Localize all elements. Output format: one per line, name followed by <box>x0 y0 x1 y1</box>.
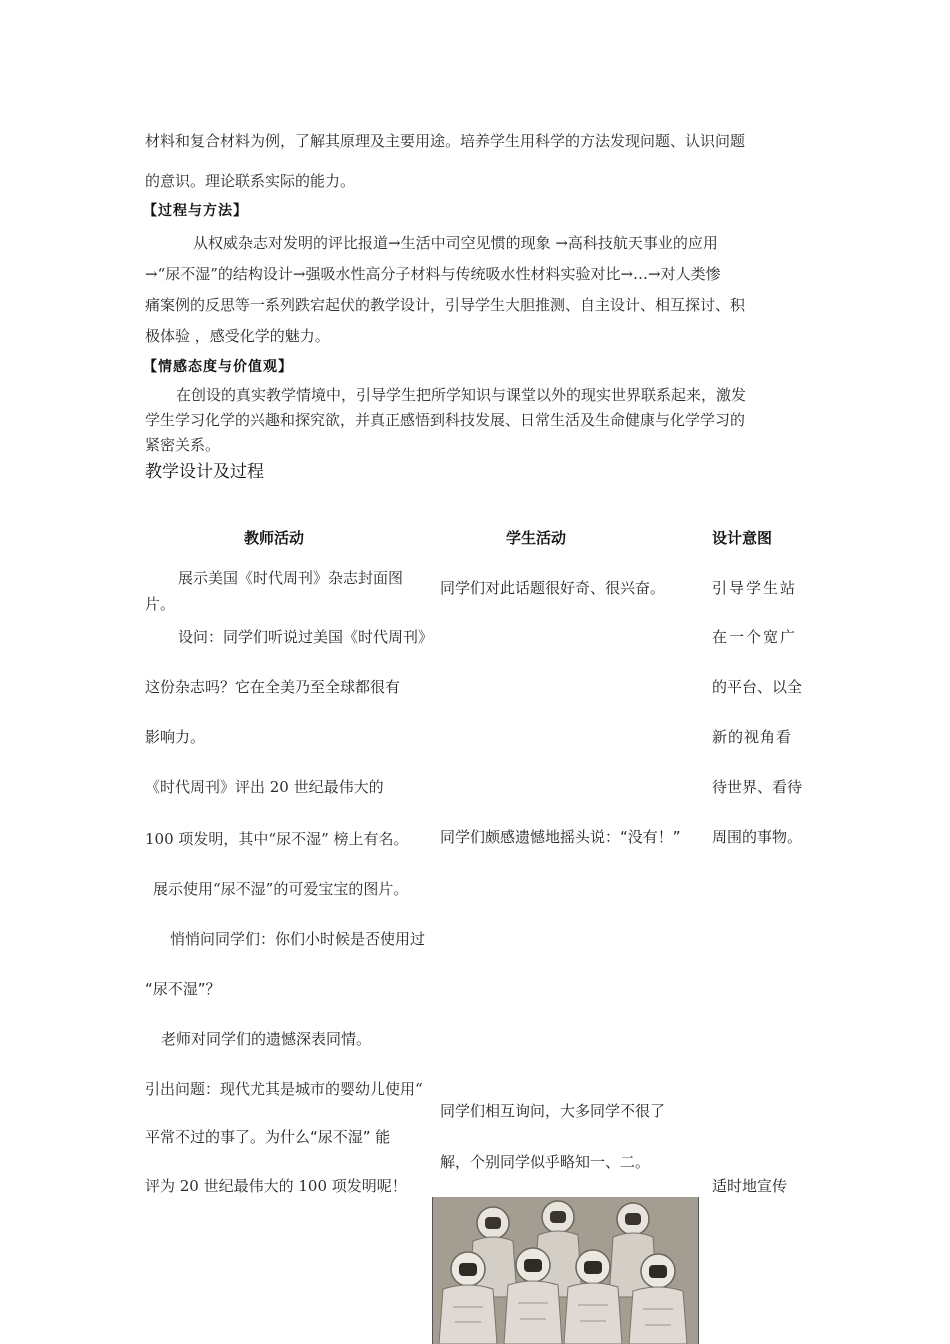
teacher-activity-line: 引出问题：现代尤其是城市的婴幼儿使用“ <box>145 1080 423 1098</box>
teacher-activity-line: 评为 20 世纪最伟大的 100 项发明呢！ <box>145 1177 407 1195</box>
student-activity-line: 解，个别同学似乎略知一、二。 <box>440 1153 651 1171</box>
student-activity-line: 同学们对此话题很好奇、很兴奋。 <box>440 579 666 597</box>
objective-text-line: 材料和复合材料为例，了解其原理及主要用途。培养学生用科学的方法发现问题、认识问题 <box>145 132 746 150</box>
emotion-values-heading: 【情感态度与价值观】 <box>143 359 293 375</box>
emotion-values-line: 紧密关系。 <box>145 436 221 454</box>
teacher-activity-line: 这份杂志吗？它在全美乃至全球都很有 <box>145 678 401 696</box>
astronauts-photo <box>432 1197 699 1344</box>
teacher-activity-line: 平常不过的事了。为什么“尿不湿” 能 <box>145 1128 391 1146</box>
teacher-activity-line: 影响力。 <box>145 728 206 746</box>
section-title: 教学设计及过程 <box>145 462 264 482</box>
design-intent-line: 的平台、以全 <box>712 678 803 696</box>
teacher-activity-line: 老师对同学们的遗憾深表同情。 <box>161 1030 372 1048</box>
student-activity-line: 同学们颇感遗憾地摇头说：“没有！” <box>440 828 681 846</box>
teacher-activity-line: 展示美国《时代周刊》杂志封面图 <box>178 569 404 587</box>
header-design-intent: 设计意图 <box>712 529 773 547</box>
emotion-values-line: 在创设的真实教学情境中，引导学生把所学知识与课堂以外的现实世界联系起来，激发 <box>176 386 747 404</box>
design-intent-line: 适时地宣传 <box>712 1177 788 1195</box>
teacher-activity-line: 100 项发明，其中“尿不湿” 榜上有名。 <box>145 830 409 848</box>
process-method-heading: 【过程与方法】 <box>143 203 248 219</box>
teacher-activity-line: 设问：同学们听说过美国《时代周刊》 <box>178 628 434 646</box>
teacher-activity-line: 悄悄问同学们：你们小时候是否使用过 <box>170 930 426 948</box>
teacher-activity-line: 片。 <box>145 595 176 613</box>
objective-text-line: 的意识。理论联系实际的能力。 <box>145 172 356 190</box>
astronauts-photo-graphic <box>433 1197 698 1344</box>
process-method-line: 从权威杂志对发明的评比报道→生活中司空见惯的现象 →高科技航天事业的应用 <box>193 234 718 252</box>
design-intent-line: 待世界、看待 <box>712 778 803 796</box>
teacher-activity-line: 《时代周刊》评出 20 世纪最伟大的 <box>145 778 384 796</box>
process-method-line: 极体验 ，感受化学的魅力。 <box>145 327 330 345</box>
emotion-values-line: 学生学习化学的兴趣和探究欲，并真正感悟到科技发展、日常生活及生命健康与化学学习的 <box>145 411 746 429</box>
process-method-line: 痛案例的反思等一系列跌宕起伏的教学设计，引导学生大胆推测、自主设计、相互探讨、积 <box>145 296 746 314</box>
header-student-activity: 学生活动 <box>506 529 567 547</box>
teacher-activity-line: “尿不湿”？ <box>145 980 221 998</box>
header-teacher-activity: 教师活动 <box>244 529 305 547</box>
design-intent-line: 在一个宽广 <box>712 628 798 646</box>
design-intent-line: 新的视角看 <box>712 728 793 746</box>
student-activity-line: 同学们相互询问，大多同学不很了 <box>440 1102 666 1120</box>
design-intent-line: 引导学生站 <box>712 579 798 597</box>
design-intent-line: 周围的事物。 <box>712 828 803 846</box>
process-method-line: →“尿不湿”的结构设计→强吸水性高分子材料与传统吸水性材料实验对比→…→对人类惨 <box>145 265 721 283</box>
teacher-activity-line: 展示使用“尿不湿”的可爱宝宝的图片。 <box>153 880 409 898</box>
